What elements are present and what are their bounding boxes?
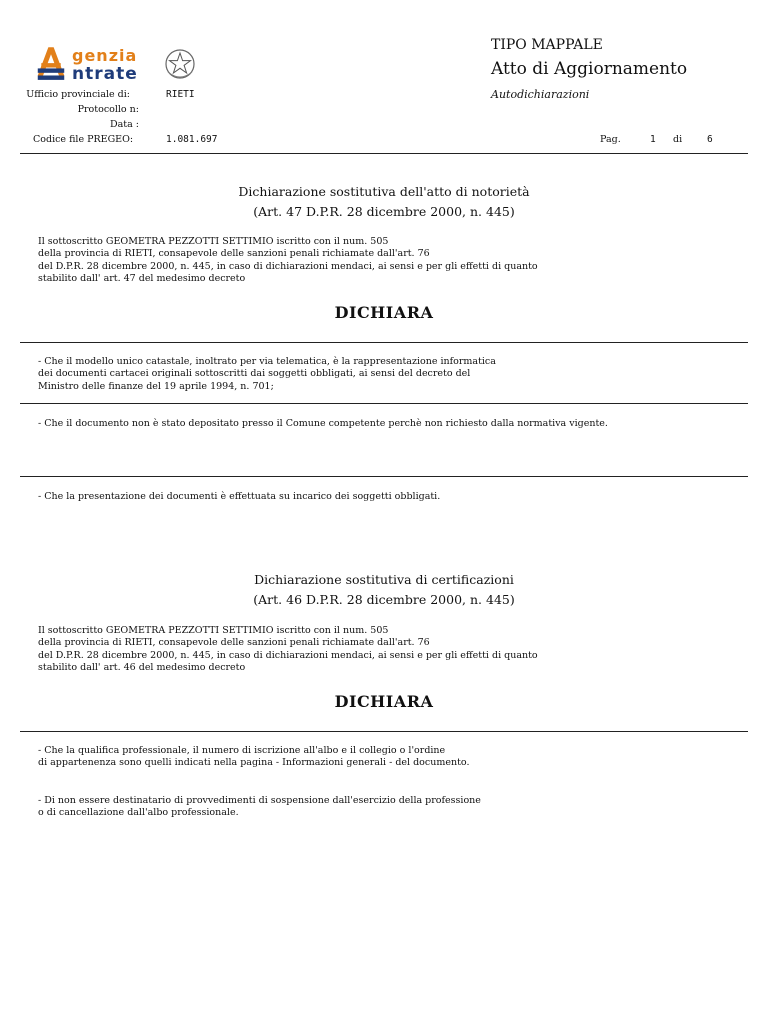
italian-republic-emblem-icon xyxy=(164,46,196,82)
section2-subtitle: (Art. 46 D.P.R. 28 dicembre 2000, n. 445) xyxy=(253,592,515,607)
protocollo-label: Protocollo n: xyxy=(77,104,139,115)
doc-title: Atto di Aggiornamento xyxy=(491,59,688,79)
logo-mark-icon xyxy=(36,44,66,84)
section2-item-1: - Che la qualifica professionale, il numero di iscrizione all'albo e il collegio o l'ordine di appartenenza sono quelli indicati nella pagina - Informazioni generali - del documento. xyxy=(38,745,470,769)
section2-item-2: - Di non essere destinatario di provvedimenti di sospensione dall'esercizio della professione o di cancellazione dall'albo professionale. xyxy=(38,795,481,819)
logo-text-entrate: ntrate xyxy=(72,64,138,84)
page-label: Pag. xyxy=(600,134,621,145)
doc-subtitle: Autodichiarazioni xyxy=(491,88,590,101)
codice-value: 1.081.697 xyxy=(166,134,218,145)
ufficio-value: RIETI xyxy=(166,89,195,100)
section1-divider-3 xyxy=(20,476,748,477)
logo-text-agenzia: genzia xyxy=(72,46,138,65)
ufficio-label: Ufficio provinciale di: xyxy=(26,89,130,100)
section2-declare-heading: DICHIARA xyxy=(334,692,434,711)
section1-subtitle: (Art. 47 D.P.R. 28 dicembre 2000, n. 445) xyxy=(253,204,515,219)
data-label: Data : xyxy=(110,119,139,130)
agenzia-entrate-logo xyxy=(36,44,198,88)
section1-item-2: - Che il documento non è stato depositato presso il Comune competente perchè non richiesto dalla normativa vigente. xyxy=(38,418,608,429)
header-divider xyxy=(20,153,748,154)
section1-title: Dichiarazione sostitutiva dell'atto di notorietà xyxy=(238,184,530,199)
page-current: 1 xyxy=(650,134,656,145)
section2-intro: Il sottoscritto GEOMETRA PEZZOTTI SETTIMIO iscritto con il num. 505 della provincia di RIETI, consapevole delle sanzioni penali richiamate dall'art. 76 del D.P.R. 28 dicembre 2000, n. 445, in caso di dichiarazioni mendaci, ai sensi e per gli effetti di quanto stabilito dall' art. 46 del medesimo decreto xyxy=(38,625,538,674)
section1-divider-2 xyxy=(20,403,748,404)
page-of: di xyxy=(673,134,683,145)
section2-divider-1 xyxy=(20,731,748,732)
doc-type: TIPO MAPPALE xyxy=(491,37,603,53)
section2-title: Dichiarazione sostitutiva di certificazioni xyxy=(254,572,514,587)
section1-item-3: - Che la presentazione dei documenti è effettuata su incarico dei soggetti obbligati. xyxy=(38,491,441,502)
section1-declare-heading: DICHIARA xyxy=(334,303,434,322)
page-total: 6 xyxy=(707,134,713,145)
section1-intro: Il sottoscritto GEOMETRA PEZZOTTI SETTIMIO iscritto con il num. 505 della provincia di RIETI, consapevole delle sanzioni penali richiamate dall'art. 76 del D.P.R. 28 dicembre 2000, n. 445, in caso di dichiarazioni mendaci, ai sensi e per gli effetti di quanto stabilito dall' art. 47 del medesimo decreto xyxy=(38,236,538,285)
section1-divider-1 xyxy=(20,342,748,343)
codice-label: Codice file PREGEO: xyxy=(33,134,134,145)
section1-item-1: - Che il modello unico catastale, inoltrato per via telematica, è la rappresentazione informatica dei documenti cartacei originali sottoscritti dai soggetti obbligati, ai sensi del decreto del Ministro delle finanze del 19 aprile 1994, n. 701; xyxy=(38,356,496,392)
